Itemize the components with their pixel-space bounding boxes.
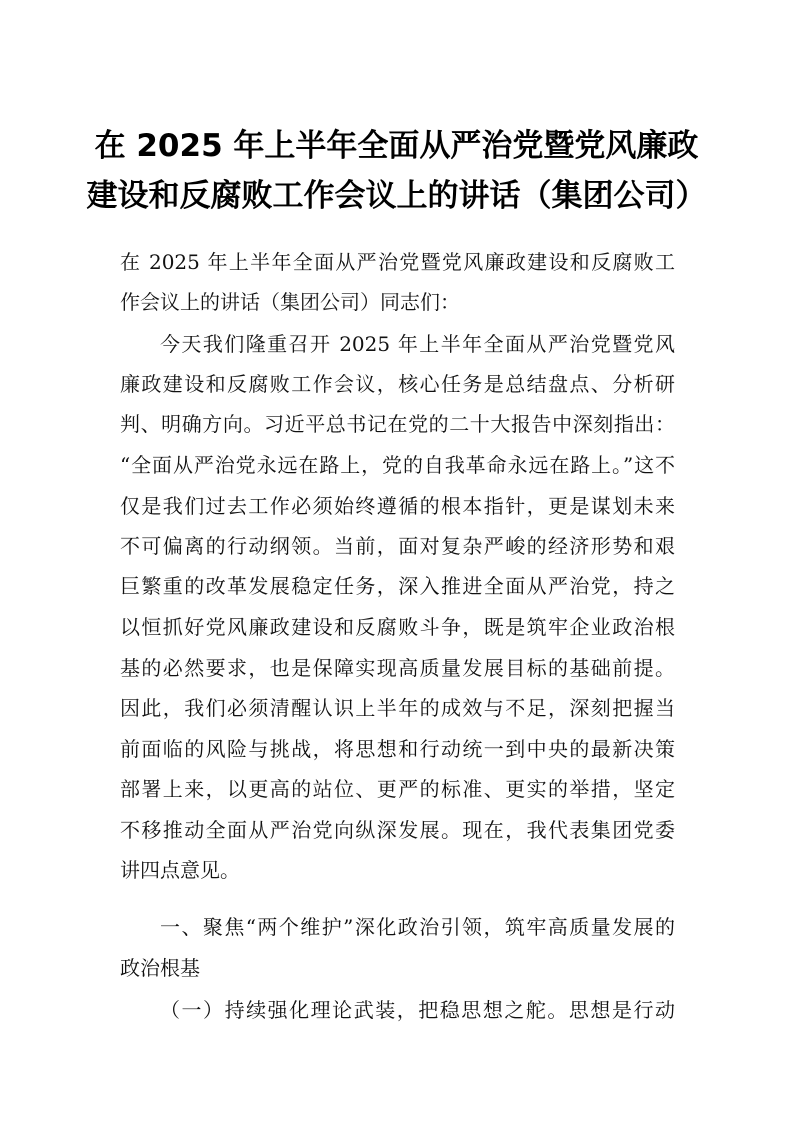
paragraph-1-line-9: 基的必然要求，也是保障实现高质量发展目标的基础前提。 [120, 656, 675, 680]
subsection-1-line-1: （一）持续强化理论武装，把稳思想之舵。思想是行动 [160, 998, 675, 1022]
section-1-heading-line-1: 一、聚焦“两个维护”深化政治引领，筑牢高质量发展的 [160, 915, 675, 939]
paragraph-1-line-13: 不移推动全面从严治党向纵深发展。现在，我代表集团党委 [120, 818, 675, 842]
paragraph-1-line-11: 前面临的风险与挑战，将思想和行动统一到中央的最新决策 [120, 737, 675, 761]
document-title-line-1: 在 2025 年上半年全面从严治党暨党风廉政 [94, 128, 699, 164]
paragraph-1-line-10: 因此，我们必须清醒认识上半年的成效与不足，深刻把握当 [120, 696, 675, 720]
intro-line-2: 作会议上的讲话（集团公司）同志们： [120, 290, 460, 314]
document-title-line-2: 建设和反腐败工作会议上的讲话（集团公司） [86, 178, 707, 214]
intro-line-1: 在 2025 年上半年全面从严治党暨党风廉政建设和反腐败工 [120, 250, 675, 274]
paragraph-1-line-1: 今天我们隆重召开 2025 年上半年全面从严治党暨党风 [160, 332, 675, 356]
paragraph-1-line-7: 巨繁重的改革发展稳定任务，深入推进全面从严治党，持之 [120, 574, 675, 598]
paragraph-1-line-14: 讲四点意见。 [120, 858, 240, 882]
paragraph-1-line-8: 以恒抓好党风廉政建设和反腐败斗争，既是筑牢企业政治根 [120, 615, 675, 639]
paragraph-1-line-3: 判、明确方向。习近平总书记在党的二十大报告中深刻指出： [120, 412, 675, 436]
paragraph-1-line-12: 部署上来，以更高的站位、更严的标准、更实的举措，坚定 [120, 777, 675, 801]
paragraph-1-line-6: 不可偏离的行动纲领。当前，面对复杂严峻的经济形势和艰 [120, 534, 675, 558]
paragraph-1-line-4: “全面从严治党永远在路上，党的自我革命永远在路上。”这不 [120, 453, 675, 477]
paragraph-1-line-5: 仅是我们过去工作必须始终遵循的根本指针，更是谋划未来 [120, 494, 675, 518]
paragraph-1-line-2: 廉政建设和反腐败工作会议，核心任务是总结盘点、分析研 [120, 372, 675, 396]
section-1-heading-line-2: 政治根基 [120, 956, 200, 980]
